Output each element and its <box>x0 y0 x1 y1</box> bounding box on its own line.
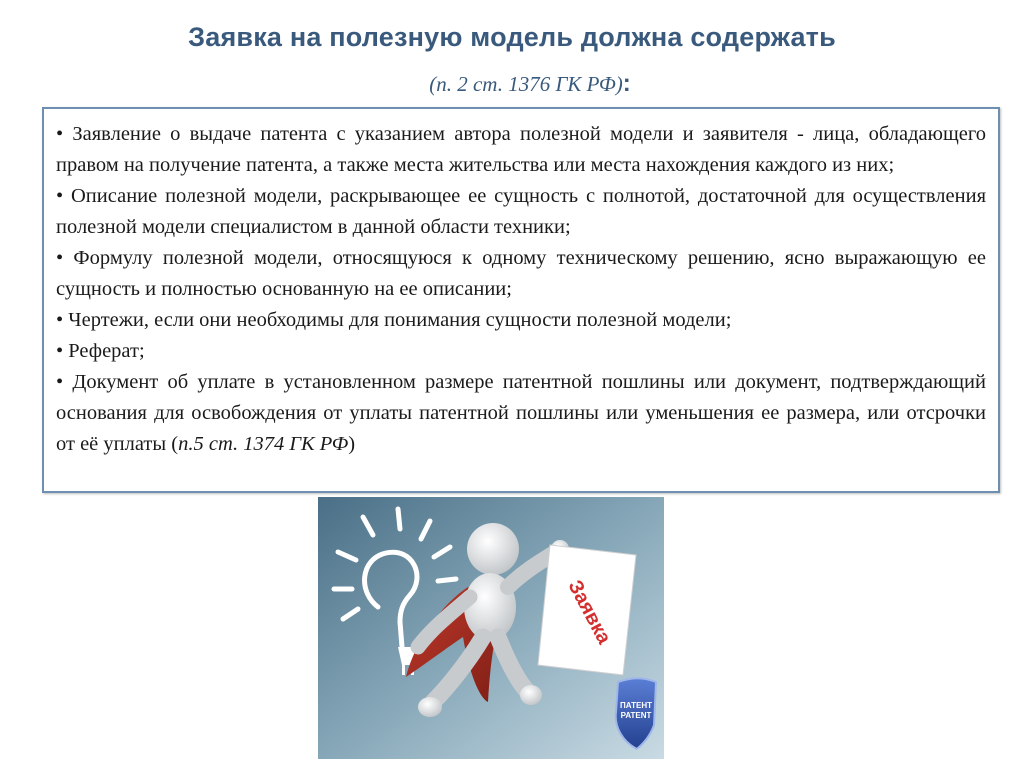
list-item: • Чертежи, если они необходимы для понимания сущности полезной модели; <box>56 309 732 331</box>
list-item-text: • Документ об уплате в установленном размере патентной пошлины или документ, подтверждающий основания для освобождения от уплаты патентной пошлины или уменьшения ее размера, или отсрочки от её уплаты ( <box>56 371 986 455</box>
list-item: • Формулу полезной модели, относящуюся к одному техническому решению, ясно выражающую ее сущность и полностью основанную на ее описании; <box>56 247 986 300</box>
list-item: • Заявление о выдаче патента с указанием автора полезной модели и заявителя - лица, обладающего правом на получение патента, а также места жительства или места нахождения каждого из них; <box>56 123 986 176</box>
application-paper <box>538 545 636 675</box>
slide-title: Заявка на полезную модель должна содержать <box>188 22 836 52</box>
list-item: • Реферат; <box>56 340 145 362</box>
badge-label-en: PATENT <box>620 711 652 720</box>
subtitle-reference: (п. 2 ст. 1376 ГК РФ) <box>429 72 623 96</box>
paper-label: Заявка <box>563 576 616 648</box>
list-item <box>56 367 986 460</box>
illustration-svg <box>318 497 664 759</box>
subtitle-colon: : <box>622 70 631 97</box>
illustration <box>318 497 664 759</box>
slide-subtitle <box>380 70 680 98</box>
list-item-tail: ) <box>348 433 356 455</box>
badge-label-ru: ПАТЕНТ <box>619 701 653 710</box>
requirements-box <box>42 107 1000 493</box>
list-item: • Описание полезной модели, раскрывающее ее сущность с полнотой, достаточной для осуществления полезной модели специалистом в данной области техники; <box>56 185 986 238</box>
legal-reference: п.5 ст. 1374 ГК РФ <box>178 433 349 455</box>
